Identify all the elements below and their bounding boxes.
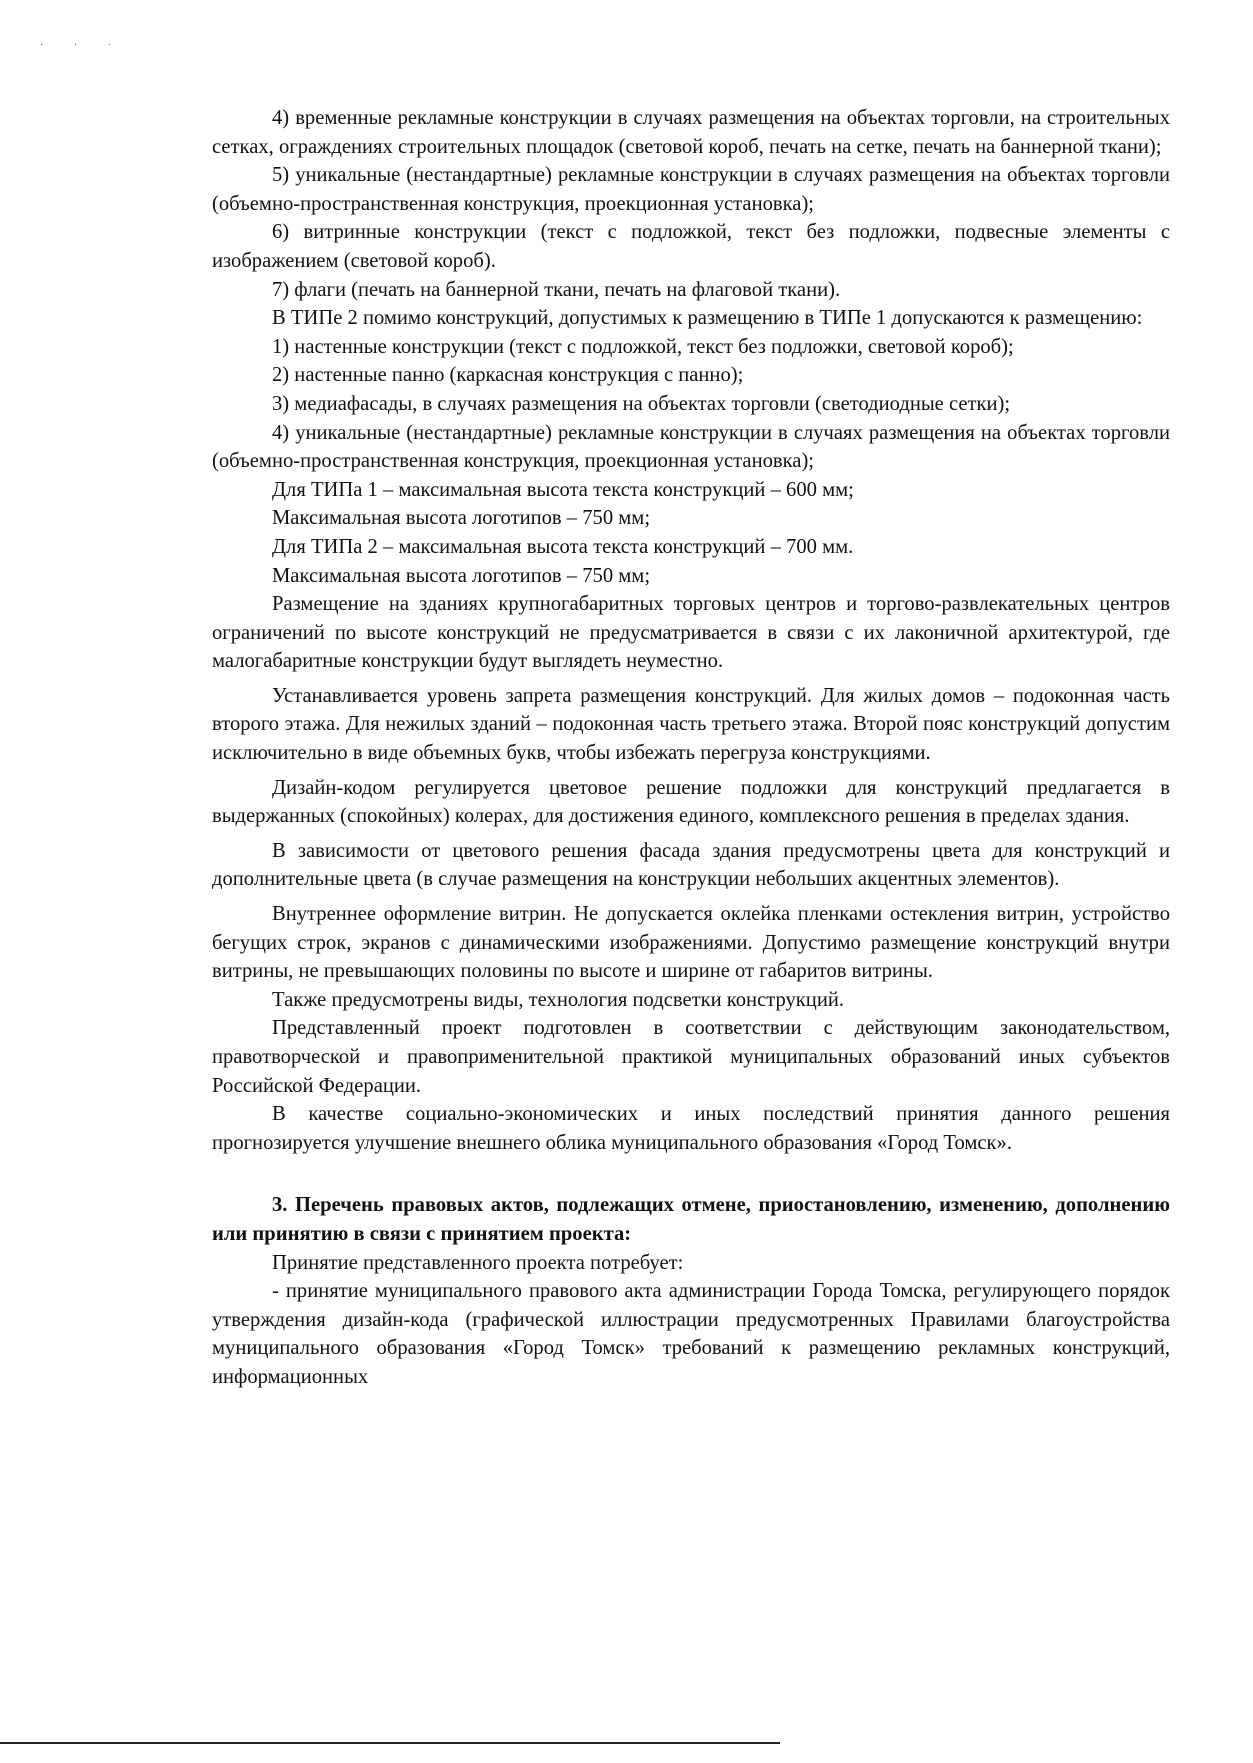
- paragraph-wall-panels: 2) настенные панно (каркасная конструкция с панно);: [272, 364, 744, 387]
- paragraph-logo-height-1: Максимальная высота логотипов – 750 мм;: [272, 507, 651, 530]
- paragraph-type2-intro: В ТИПе 2 помимо конструкций, допустимых к размещению в ТИПе 1 допускаются к размещению:: [272, 307, 1143, 330]
- paragraph-consequences: В качестве социально-экономических и иных последствий принятия данного решения прогнозируется улучшение внешнего облика муниципального образования «Город Томск».: [212, 1103, 1170, 1154]
- paragraph-logo-height-2: Максимальная высота логотипов – 750 мм;: [272, 564, 651, 587]
- paragraph-prohibition-level: Устанавливается уровень запрета размещения конструкций. Для жилых домов – подоконная часть второго этажа. Для нежилых зданий – подоконная часть третьего этажа. Второй пояс конструкций допустим исключительно в виде объемных букв, чтобы избежать перегруза конструкциями.: [212, 684, 1170, 765]
- paragraph-type2-text-height: Для ТИПа 2 – максимальная высота текста конструкций – 700 мм.: [272, 535, 854, 558]
- paragraph-legislation: Представленный проект подготовлен в соответствии с действующим законодательством, правотворческой и правоприменительной практикой муниципальных образований иных субъектов Российской Федерации.: [212, 1017, 1170, 1097]
- paragraph-type1-text-height: Для ТИПа 1 – максимальная высота текста конструкций – 600 мм;: [272, 478, 854, 501]
- document-page: [212, 104, 1170, 1392]
- paragraph-facade-colors: В зависимости от цветового решения фасада здания предусмотрены цвета для конструкций и дополнительные цвета (в случае размещения на конструкции небольших акцентных элементов).: [212, 839, 1170, 891]
- paragraph-showcase-constructions: 6) витринные конструкции (текст с подложкой, текст без подложки, подвесные элементы с изображением (световой короб).: [212, 221, 1170, 272]
- section-3-heading: 3. Перечень правовых актов, подлежащих отмене, приостановлению, изменению, дополнению или принятию в связи с принятием проекта:: [212, 1194, 1170, 1245]
- page-bottom-rule: [0, 1742, 780, 1744]
- paragraph-showcase-interior: Внутреннее оформление витрин. Не допускается оклейка пленками остекления витрин, устройство бегущих строк, экранов с динамическими изображениями. Допустимо размещение конструкций внутри витрины, не превышающих половины по высоте и ширине от габаритов витрины.: [212, 903, 1170, 983]
- paragraph-adoption-requires: Принятие представленного проекта потребует:: [272, 1251, 684, 1274]
- paragraph-lighting: Также предусмотрены виды, технология подсветки конструкций.: [272, 988, 845, 1011]
- paragraph-unique-constructions-type2: 4) уникальные (нестандартные) рекламные конструкции в случаях размещения на объектах торговли (объемно-пространственная конструкция, проекционная установка);: [212, 421, 1170, 473]
- paragraph-design-code-color: Дизайн-кодом регулируется цветовое решение подложки для конструкций предлагается в выдержанных (спокойных) колерах, для достижения единого, комплексного решения в пределах здания.: [212, 776, 1170, 828]
- paragraph-wall-constructions: 1) настенные конструкции (текст с подложкой, текст без подложки, световой короб);: [272, 335, 1014, 358]
- paragraph-municipal-act: - принятие муниципального правового акта администрации Города Томска, регулирующего порядок утверждения дизайн-кода (графической иллюстрации предусмотренных Правилами благоустройства муниципального образования «Город Томск» требований к размещению рекламных конструкций, информационных: [212, 1280, 1170, 1388]
- paragraph-media-facades: 3) медиафасады, в случаях размещения на объектах торговли (светодиодные сетки);: [272, 392, 1011, 415]
- paragraph-temporary-constructions: 4) временные рекламные конструкции в случаях размещения на объектах торговли, на строительных сетках, ограждениях строительных площадок (световой короб, печать на сетке, печать на баннерной ткани);: [212, 107, 1170, 158]
- paragraph-flags: 7) флаги (печать на баннерной ткани, печать на флаговой ткани).: [272, 278, 841, 301]
- paragraph-unique-constructions: 5) уникальные (нестандартные) рекламные конструкции в случаях размещения на объектах торговли (объемно-пространственная конструкция, проекционная установка);: [212, 164, 1170, 215]
- paragraph-large-centers: Размещение на зданиях крупногабаритных торговых центров и торгово-развлекательных центров ограничений по высоте конструкций не предусматривается в связи с их лаконичной архитектурой, где малогабаритные конструкции будут выглядеть неуместно.: [212, 593, 1170, 673]
- scan-specks: · · ·: [40, 40, 125, 51]
